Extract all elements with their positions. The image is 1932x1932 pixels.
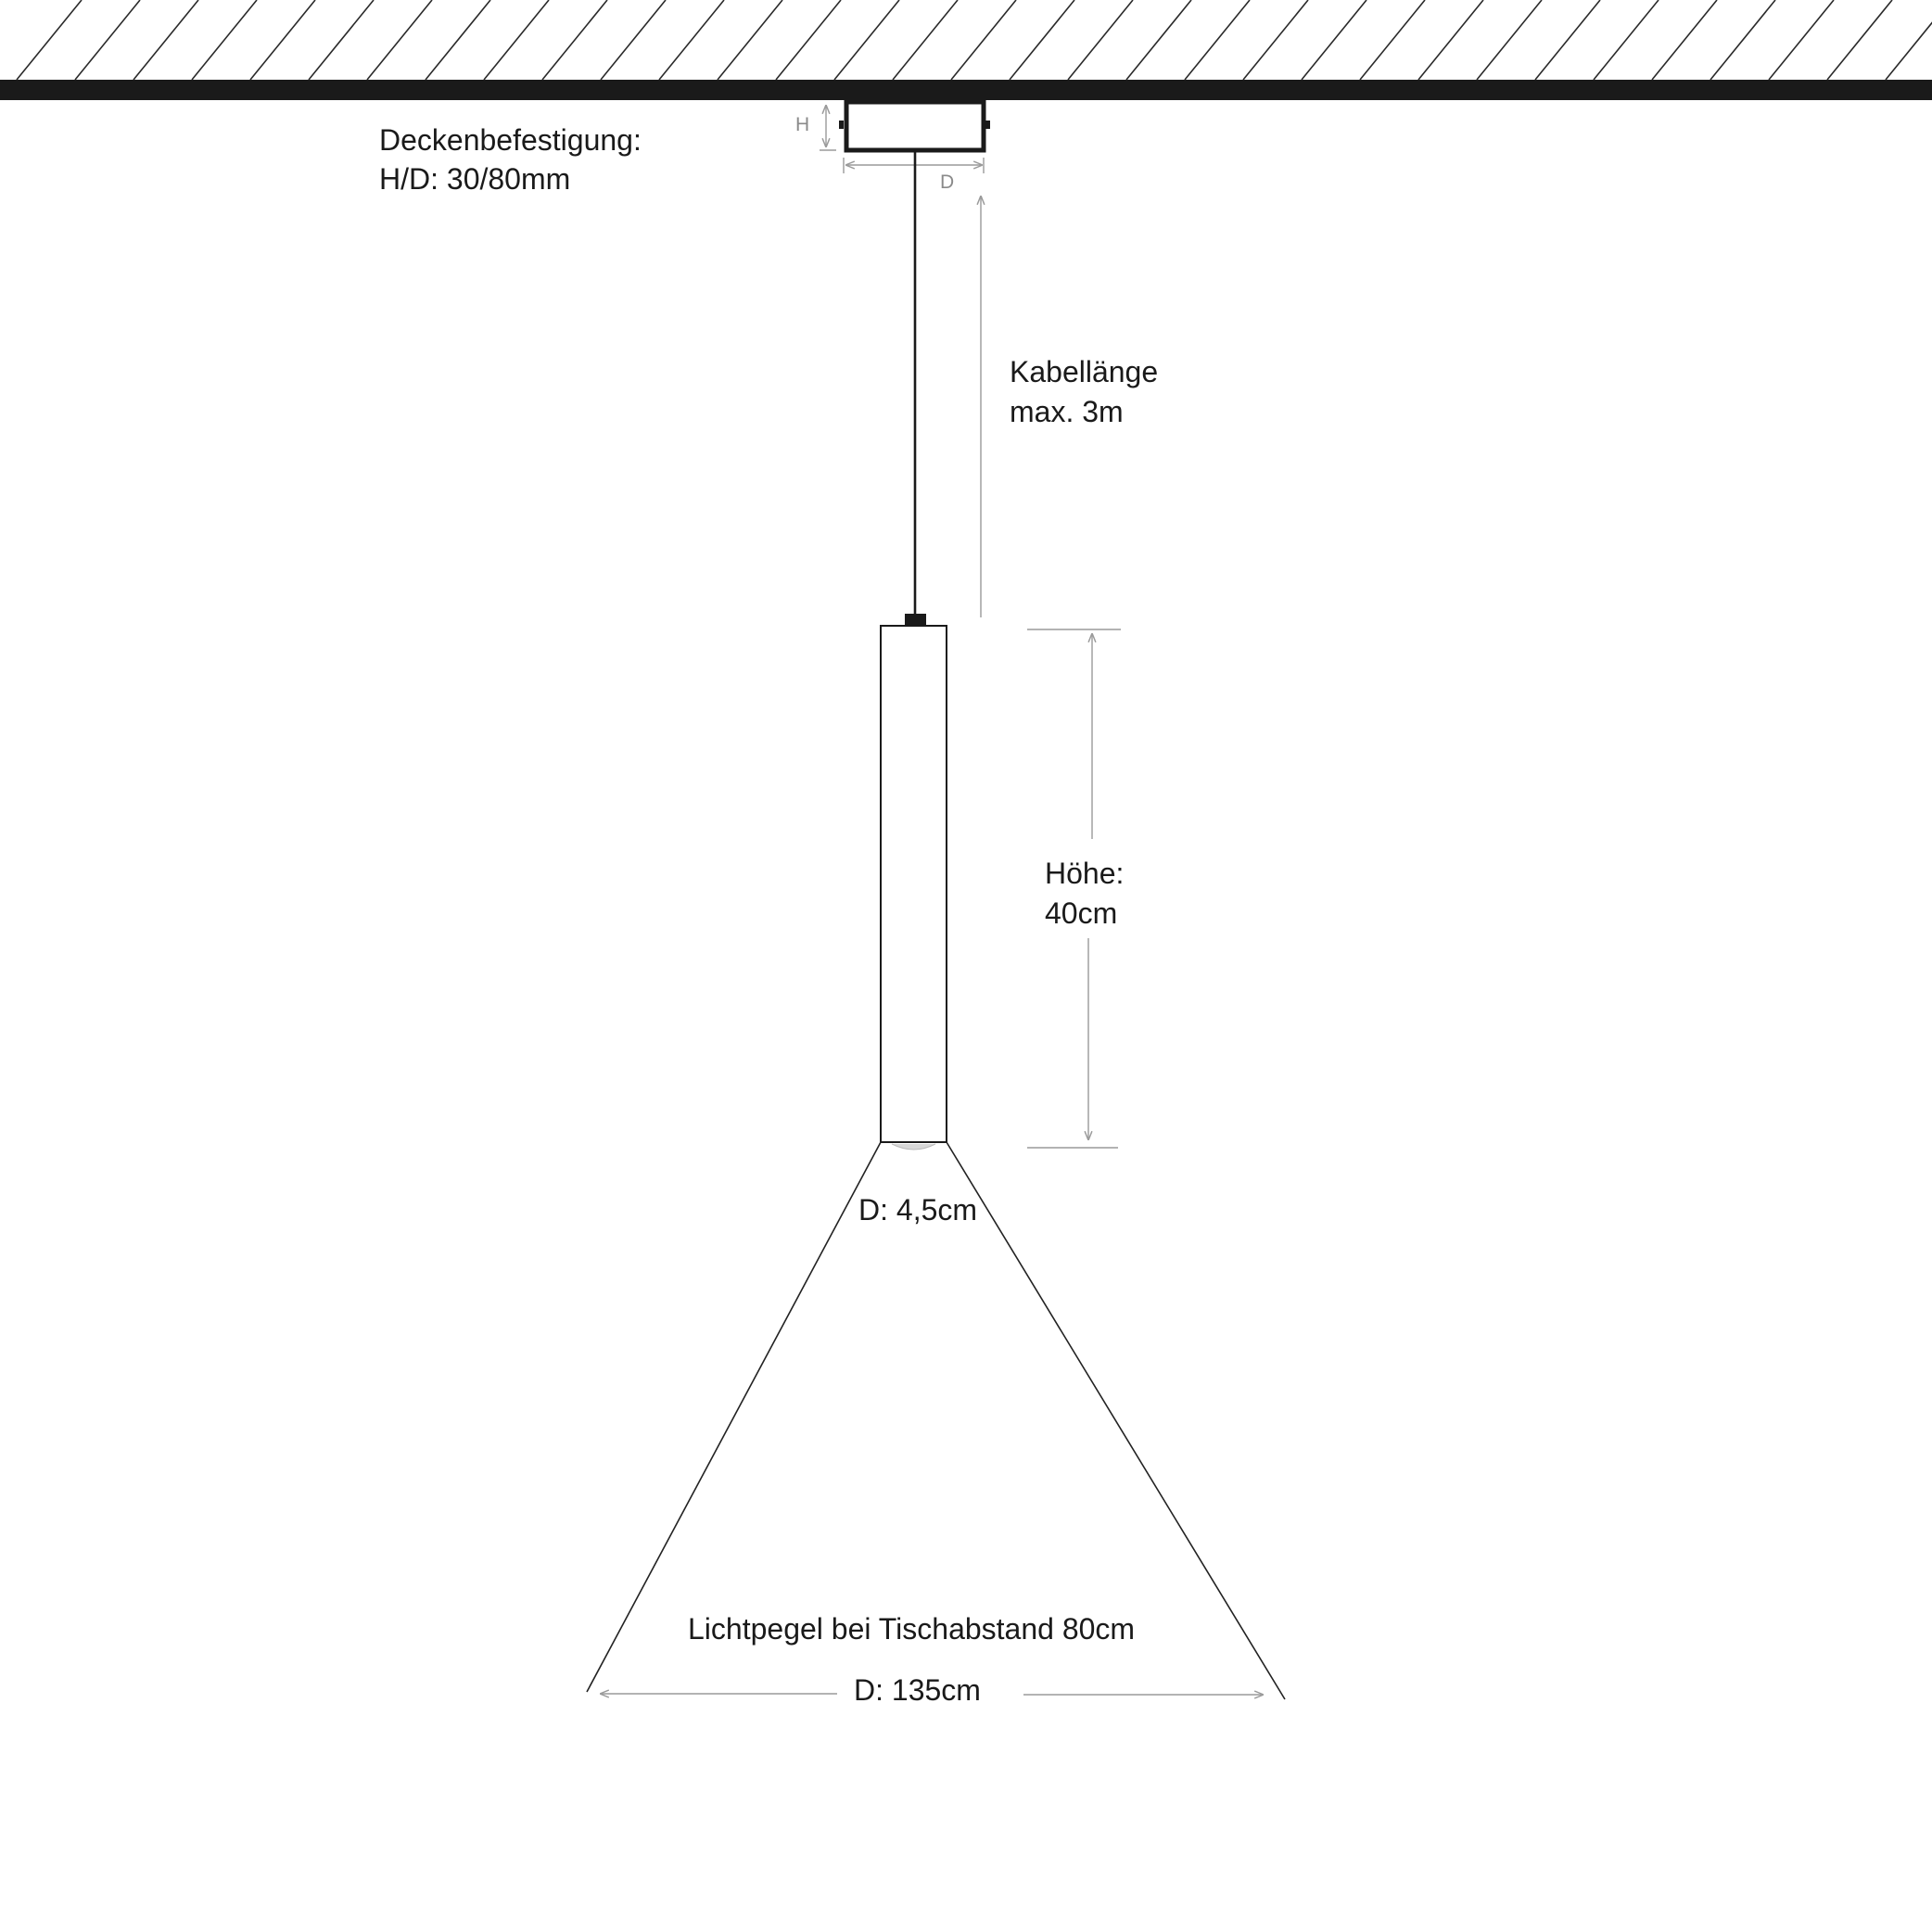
- hatch-line: [484, 0, 549, 80]
- cable-label-1: Kabellänge: [1010, 355, 1159, 388]
- cable-label-2: max. 3m: [1010, 395, 1124, 428]
- cone-diameter-label: D: 135cm: [854, 1673, 981, 1707]
- hatch-line: [1126, 0, 1191, 80]
- hatch-line: [1477, 0, 1542, 80]
- hatch-line: [309, 0, 374, 80]
- hatch-line: [1710, 0, 1775, 80]
- hatch-line: [951, 0, 1016, 80]
- hatch-line: [718, 0, 782, 80]
- hatch-line: [1185, 0, 1250, 80]
- height-label-1: Höhe:: [1045, 857, 1125, 890]
- hatch-line: [1827, 0, 1892, 80]
- dim-h-label: H: [795, 114, 810, 135]
- lamp-lens: [892, 1144, 935, 1150]
- hatch-line: [893, 0, 958, 80]
- hatch-line: [1652, 0, 1717, 80]
- light-cone-left: [587, 1142, 881, 1692]
- canopy-nub-left: [839, 121, 844, 129]
- hatch-line: [1360, 0, 1425, 80]
- hatch-line: [1243, 0, 1308, 80]
- hatch-line: [367, 0, 432, 80]
- hatch-line: [1302, 0, 1366, 80]
- hatch-line: [834, 0, 899, 80]
- hatch-line: [17, 0, 82, 80]
- hatch-line: [1418, 0, 1483, 80]
- dim-d-label: D: [940, 172, 955, 193]
- height-label-2: 40cm: [1045, 896, 1118, 930]
- hatch-line: [133, 0, 198, 80]
- body-diameter-label: D: 4,5cm: [858, 1193, 978, 1227]
- hatch-line: [250, 0, 315, 80]
- canopy-nub-right: [985, 121, 990, 129]
- hatch-line: [75, 0, 140, 80]
- hatch-line: [1068, 0, 1133, 80]
- hatch-line: [192, 0, 257, 80]
- hatch-line: [776, 0, 841, 80]
- hatch-line: [1886, 0, 1932, 80]
- hatch-line: [542, 0, 607, 80]
- ceiling-hatch: [17, 0, 1932, 80]
- hatch-line: [659, 0, 724, 80]
- hatch-line: [601, 0, 666, 80]
- lamp-cap: [905, 614, 926, 626]
- ceiling-mount-label-1: Deckenbefestigung:: [379, 123, 642, 157]
- ceiling-canopy: [846, 102, 984, 150]
- hatch-line: [1594, 0, 1659, 80]
- hatch-line: [426, 0, 490, 80]
- ceiling-slab: [0, 80, 1932, 100]
- ceiling-mount-label-2: H/D: 30/80mm: [379, 162, 571, 196]
- hatch-line: [1769, 0, 1834, 80]
- hatch-line: [1535, 0, 1600, 80]
- light-cone-caption: Lichtpegel bei Tischabstand 80cm: [688, 1612, 1136, 1646]
- hatch-line: [1010, 0, 1074, 80]
- lamp-body: [881, 626, 947, 1142]
